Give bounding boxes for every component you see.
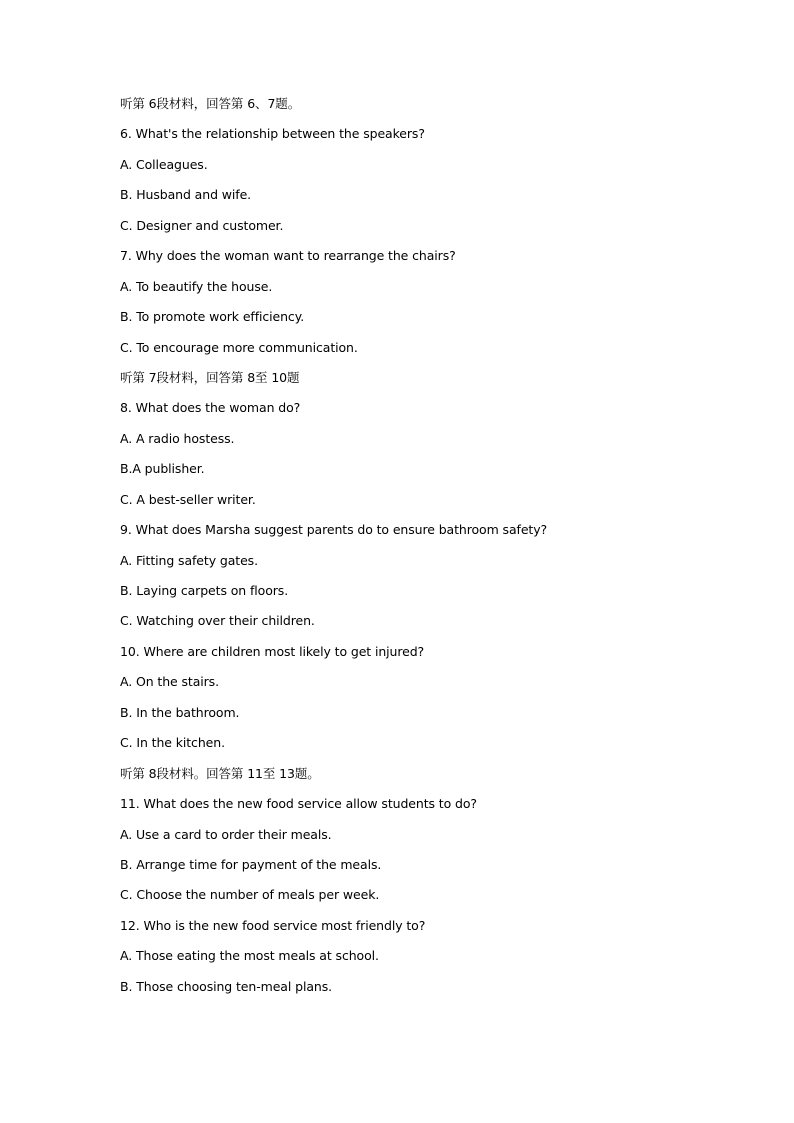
option-12a: A. Those eating the most meals at school. [120,948,379,964]
option-9a: A. Fitting safety gates. [120,552,258,568]
question-8: 8. What does the woman do? [120,400,301,416]
question-list [120,94,740,1007]
question-6: 6. What's the relationship between the speakers? [120,126,425,142]
question-7: 7. Why does the woman want to rearrange the chairs? [120,248,456,264]
option-9c: C. Watching over their children. [120,613,315,629]
option-7a: A. To beautify the house. [120,278,273,294]
option-8a: A. A radio hostess. [120,430,235,446]
section-heading-8: 听第 8段材料。回答第 11至 13题。 [120,765,320,781]
option-9b: B. Laying carpets on floors. [120,583,289,598]
option-10a: A. On the stairs. [120,674,219,690]
option-7c: C. To encourage more communication. [120,339,358,355]
option-11a: A. Use a card to order their meals. [120,826,332,842]
question-12: 12. Who is the new food service most friendly to? [120,917,426,933]
option-7b: B. To promote work efficiency. [120,309,305,325]
section-heading-7: 听第 7段材料，回答第 8至 10题 [120,369,300,385]
section-heading-6: 听第 6段材料，回答第 6、7题。 [120,96,301,111]
option-11c: C. Choose the number of meals per week. [120,887,380,903]
option-10c: C. In the kitchen. [120,735,225,751]
option-11b: B. Arrange time for payment of the meals. [120,856,382,872]
option-6c: C. Designer and customer. [120,217,284,233]
question-9: 9. What does Marsha suggest parents do to ensure bathroom safety? [120,522,548,538]
option-12b: B. Those choosing ten-meal plans. [120,978,332,994]
question-11: 11. What does the new food service allow students to do? [120,796,477,812]
option-8c: C. A best-seller writer. [120,491,256,507]
option-6a: A. Colleagues. [120,156,208,172]
option-8b: B.A publisher. [120,461,205,477]
option-6b: B. Husband and wife. [120,187,252,203]
question-10: 10. Where are children most likely to get injured? [120,643,425,659]
option-10b: B. In the bathroom. [120,704,240,720]
